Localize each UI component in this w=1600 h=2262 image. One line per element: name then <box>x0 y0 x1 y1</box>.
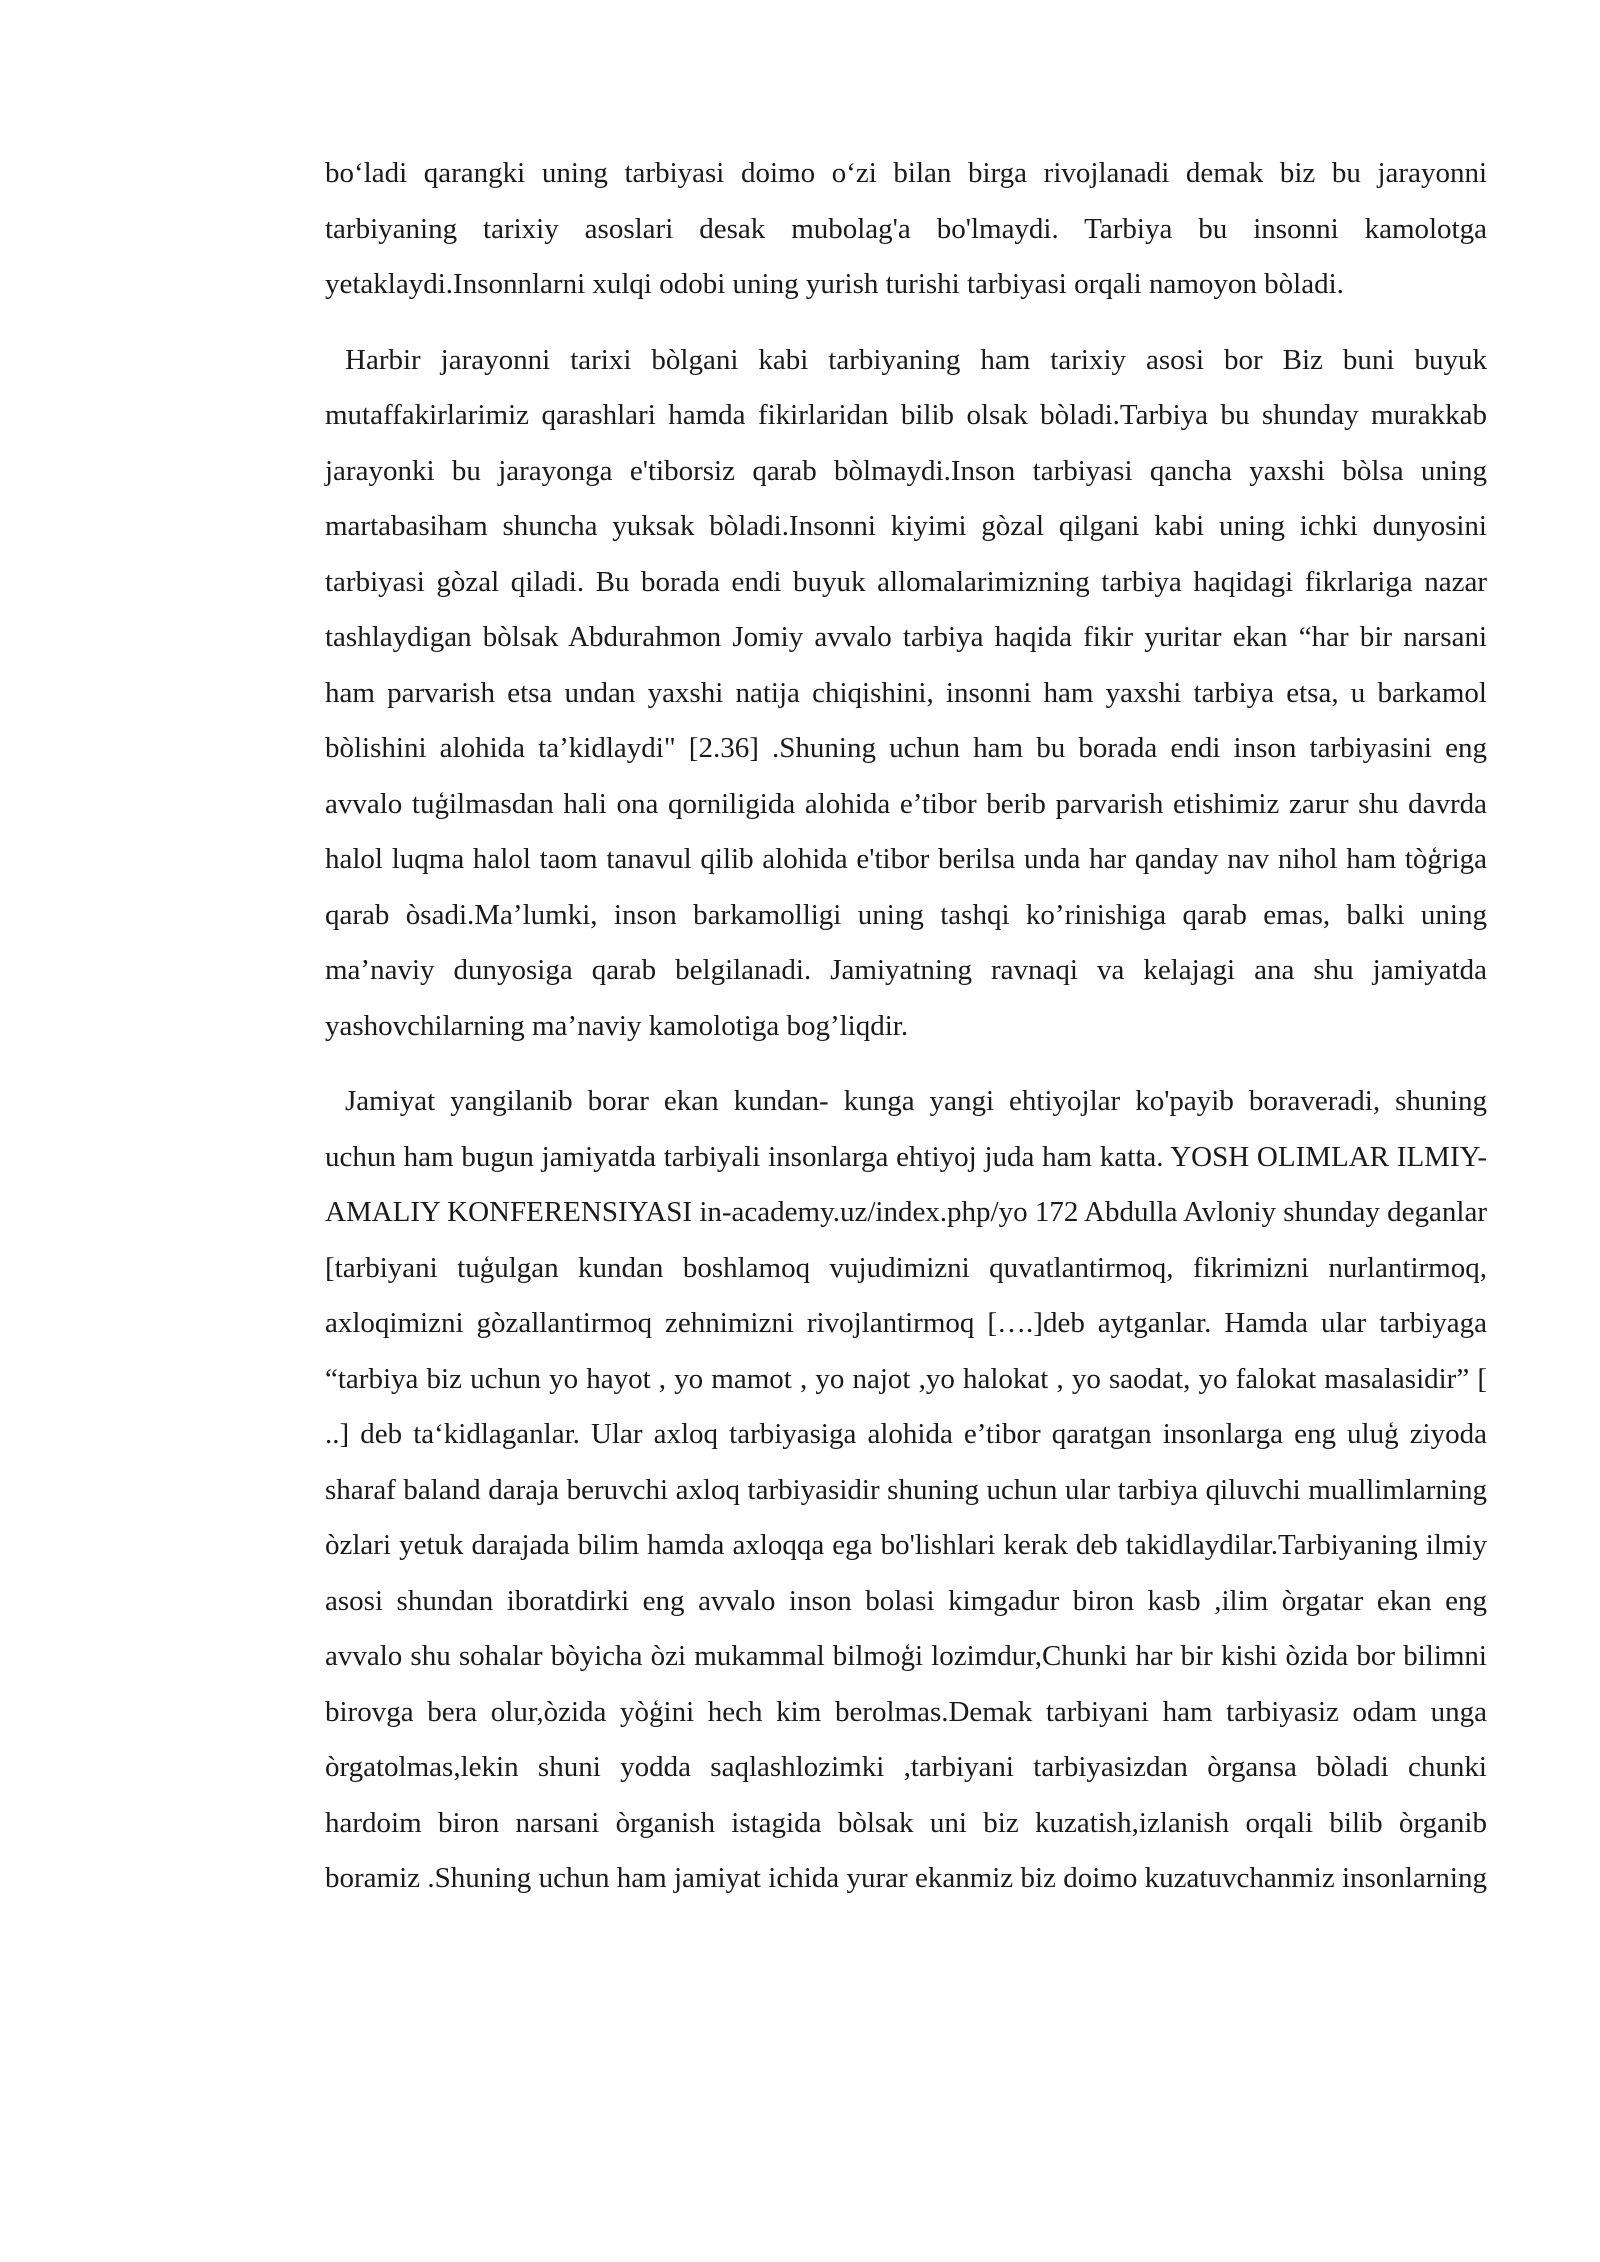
paragraph-2: Harbir jarayonni tarixi bòlgani kabi tarbiyaning ham tarixiy asosi bor Biz buni buyuk mutaffakirlarimiz qarashlari hamda fikirlaridan bilib olsak bòladi.Tarbiya bu shunday murakkab jarayonki bu jarayonga e'tiborsiz qarab bòlmaydi.Inson tarbiyasi qancha yaxshi bòlsa uning martabasiham shuncha yuksak bòladi.Insonni kiyimi gòzal qilgani kabi uning ichki dunyosini tarbiyasi gòzal qiladi. Bu borada endi buyuk allomalarimizning tarbiya haqidagi fikrlariga nazar tashlaydigan bòlsak Abdurahmon Jomiy avvalo tarbiya haqida fikir yuritar ekan “har bir narsani ham parvarish etsa undan yaxshi natija chiqishini, insonni ham yaxshi tarbiya etsa, u barkamol bòlishini alohida ta’kidlaydi" [2.36] .Shuning uchun ham bu borada endi inson tarbiyasini eng avvalo tuģilmasdan hali ona qorniligida alohida e’tibor berib parvarish etishimiz zarur shu davrda halol luqma halol taom tanavul qilib alohida e'tibor berilsa unda har qanday nav nihol ham tòģriga qarab òsadi.Ma’lumki, inson barkamolligi uning tashqi ko’rinishiga qarab emas, balki uning ma’naviy dunyosiga qarab belgilanadi. Jamiyatning ravnaqi va kelajagi ana shu jamiyatda yashovchilarning ma’naviy kamolotiga bog’liqdir. <box>325 343 1487 1042</box>
paragraph-3: Jamiyat yangilanib borar ekan kundan- kunga yangi ehtiyojlar ko'payib boraveradi, shuning uchun ham bugun jamiyatda tarbiyali insonlarga ehtiyoj juda ham katta. YOSH OLIMLAR ILMIY-AMALIY KONFERENSIYASI in-academy.uz/index.php/yo 172 Abdulla Avloniy shunday deganlar [tarbiyani tuģulgan kundan boshlamoq vujudimizni quvatlantirmoq, fikrimizni nurlantirmoq, axloqimizni gòzallantirmoq zehnimizni rivojlantirmoq [….]deb aytganlar. Hamda ular tarbiyaga “tarbiya biz uchun yo hayot , yo mamot , yo najot ,yo halokat , yo saodat, yo falokat masalasidir” [ ..] deb ta‘kidlaganlar. Ular axloq tarbiyasiga alohida e’tibor qaratgan insonlarga eng uluģ ziyoda sharaf baland daraja beruvchi axloq tarbiyasidir shuning uchun ular tarbiya qiluvchi muallimlarning òzlari yetuk darajada bilim hamda axloqqa ega bo'lishlari kerak deb takidlaydilar.Tarbiyaning ilmiy asosi shundan iboratdirki eng avvalo inson bolasi kimgadur biron kasb ,ilim òrgatar ekan eng avvalo shu sohalar bòyicha òzi mukammal bilmoģi lozimdur,Chunki har bir kishi òzida bor bilimni birovga bera olur,òzida yòģini hech kim berolmas.Demak tarbiyani ham tarbiyasiz odam unga òrgatolmas,lekin shuni yodda saqlashlozimki ,tarbiyani tarbiyasizdan òrgansa bòladi chunki hardoim biron narsani òrganish istagida bòlsak uni biz kuzatish,izlanish orqali bilib òrganib boramiz .Shuning uchun ham jamiyat ichida yurar ekanmiz biz doimo kuzatuvchanmiz insonlarning <box>325 1085 1487 1894</box>
document-body <box>325 146 1487 1907</box>
paragraph-1: bo‘ladi qarangki uning tarbiyasi doimo o‘zi bilan birga rivojlanadi demak biz bu jarayonni tarbiyaning tarixiy asoslari desak mubolag'a bo'lmaydi. Tarbiya bu insonni kamolotga yetaklaydi.Insonnlarni xulqi odobi uning yurish turishi tarbiyasi orqali namoyon bòladi. <box>325 157 1487 300</box>
